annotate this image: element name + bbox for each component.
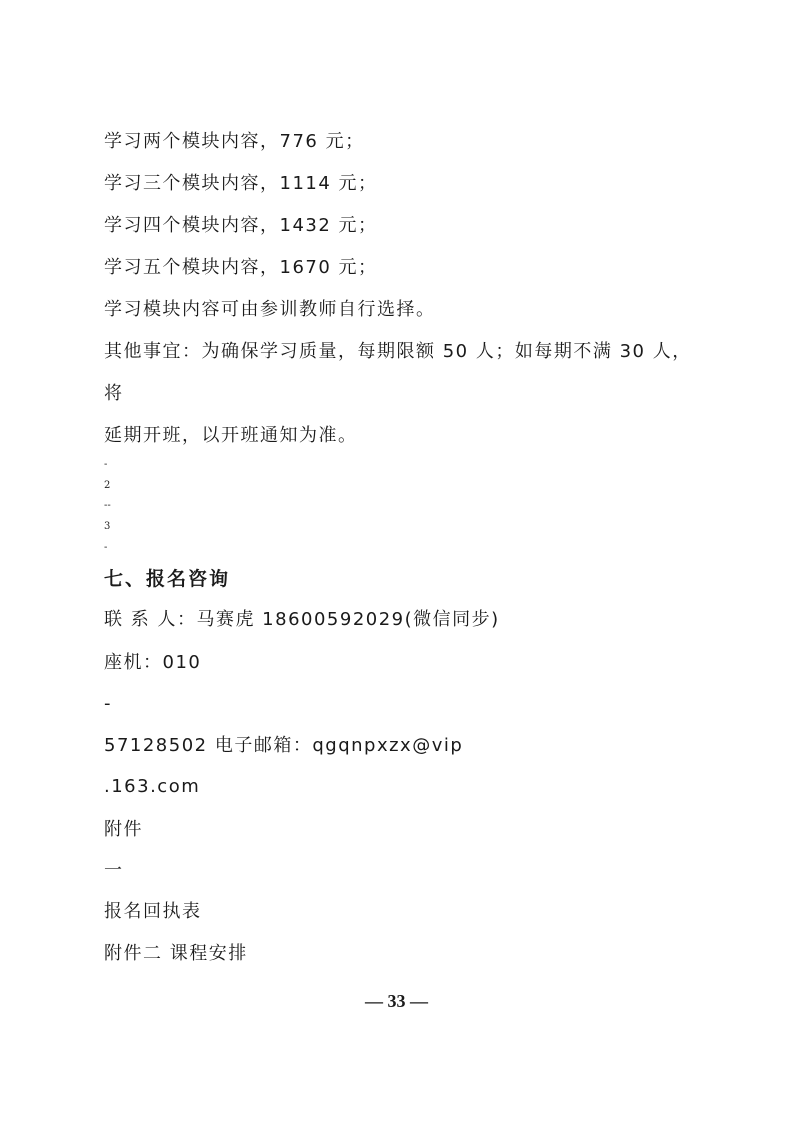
stray-mark-1: - bbox=[104, 459, 108, 470]
stray-mark-5: - bbox=[104, 542, 108, 553]
email-domain: .163.com bbox=[104, 776, 201, 797]
price-four-modules: 学习四个模块内容，1432 元； bbox=[104, 215, 378, 236]
stray-mark-3: -- bbox=[104, 500, 111, 511]
stray-mark-2: 2 bbox=[104, 480, 111, 491]
price-two-modules: 学习两个模块内容，776 元； bbox=[104, 131, 365, 152]
contact-person: 联 系 人：马赛虎 18600592029(微信同步) bbox=[104, 609, 500, 630]
price-five-modules: 学习五个模块内容，1670 元； bbox=[104, 257, 378, 278]
stray-mark-4: 3 bbox=[104, 521, 111, 532]
registration-form-title: 报名回执表 bbox=[104, 901, 202, 922]
other-matters-line-3: 延期开班，以开班通知为准。 bbox=[104, 425, 358, 446]
price-three-modules: 学习三个模块内容，1114 元； bbox=[104, 173, 378, 194]
landline-and-email: 57128502 电子邮箱：qgqnpxzx@vip bbox=[104, 735, 464, 756]
section-heading-registration-inquiry: 七、报名咨询 bbox=[104, 568, 231, 590]
attachment-label: 附件 bbox=[104, 819, 143, 840]
attachment-two-course-schedule: 附件二 课程安排 bbox=[104, 943, 248, 964]
landline-dash: - bbox=[104, 693, 112, 714]
other-matters-line-1: 其他事宜：为确保学习质量，每期限额 50 人；如每期不满 30 人， bbox=[104, 341, 692, 362]
attachment-one: 一 bbox=[104, 860, 124, 881]
page-number: — 33 — bbox=[365, 991, 428, 1011]
module-selection-note: 学习模块内容可由参训教师自行选择。 bbox=[104, 299, 436, 320]
landline-label: 座机：010 bbox=[104, 652, 202, 673]
other-matters-line-2: 将 bbox=[104, 383, 124, 404]
